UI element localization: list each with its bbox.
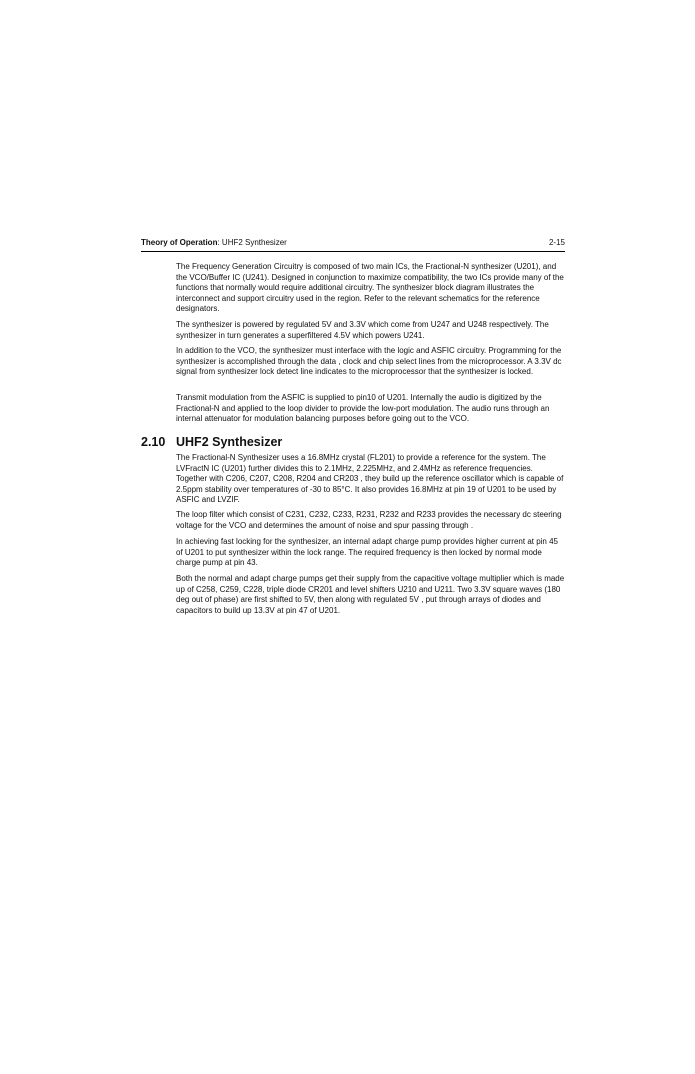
intro-paragraph-2: The synthesizer is powered by regulated 5V and 3.3V which come from U247 and U248 respectively. The synthesizer in turn generates a superfiltered 4.5V which powers U241.	[176, 320, 549, 340]
section-paragraph-2: The loop filter which consist of C231, C232, C233, R231, R232 and R233 provides the necessary dc steering voltage for the VCO and determines the amount of noise and spur passing through .	[176, 510, 562, 530]
header-separator: :	[217, 238, 220, 247]
section-paragraph-3: In achieving fast locking for the synthesizer, an internal adapt charge pump provides higher current at pin 45 of U201 to put synthesizer within the lock range. The required frequency is then locked by normal mode charge pump at pin 43.	[176, 537, 559, 567]
section-paragraph-1: The Fractional-N Synthesizer uses a 16.8MHz crystal (FL201) to provide a reference for the system. The LVFractN IC (U201) further divides this to 2.1MHz, 2.225MHz, and 2.4MHz as reference frequencies. Together with C206, C207, C208, R204 and CR203 , they build up the reference oscillator which is capable of 2.5ppm stability over temperatures of -30 to 85°C. It also provides 16.8MHz at pin 19 of U201 to be used by ASFIC and LVZIF.	[176, 453, 564, 504]
running-header	[141, 237, 565, 252]
intro-paragraph-3: In addition to the VCO, the synthesizer must interface with the logic and ASFIC circuitry. Programming for the synthesizer is accomplished through the data , clock and chip select lines from the microprocessor. A 3.3V dc signal from synthesizer lock detect line indicates to the microprocessor that the synthesizer is locked.	[176, 346, 562, 376]
intro-paragraph-4: Transmit modulation from the ASFIC is supplied to pin10 of U201. Internally the audio is digitized by the Fractional-N and applied to the loop divider to provide the low-port modulation. The audio runs through an internal attenuator for modulation balancing purposes before going out to the VCO.	[176, 393, 550, 423]
page-number: 2-15	[548, 238, 565, 247]
section-paragraph-4: Both the normal and adapt charge pumps get their supply from the capacitive voltage multiplier which is made up of C258, C259, C228, triple diode CR201 and level shifters U210 and U211. Two 3.3V square waves (180 deg out of phase) are first shifted to 5V, then along with regulated 5V , put through arrays of diodes and capacitors to build up 13.3V at pin 47 of U201.	[176, 574, 565, 615]
section-title: UHF2 Synthesizer	[176, 435, 283, 449]
header-section-label: Theory of Operation	[141, 238, 218, 247]
section-heading	[141, 434, 282, 450]
section-number: 2.10	[141, 435, 166, 449]
intro-paragraph-1: The Frequency Generation Circuitry is composed of two main ICs, the Fractional-N synthesizer (U201), and the VCO/Buffer IC (U241). Designed in conjunction to maximize compatibility, the two ICs provide many of the functions that normally would require additional circuitry. The synthesizer block diagram illustrates the interconnect and support circuitry used in the region. Refer to the relevant schematics for the reference designators.	[176, 262, 564, 313]
header-section-title: UHF2 Synthesizer	[219, 238, 287, 247]
